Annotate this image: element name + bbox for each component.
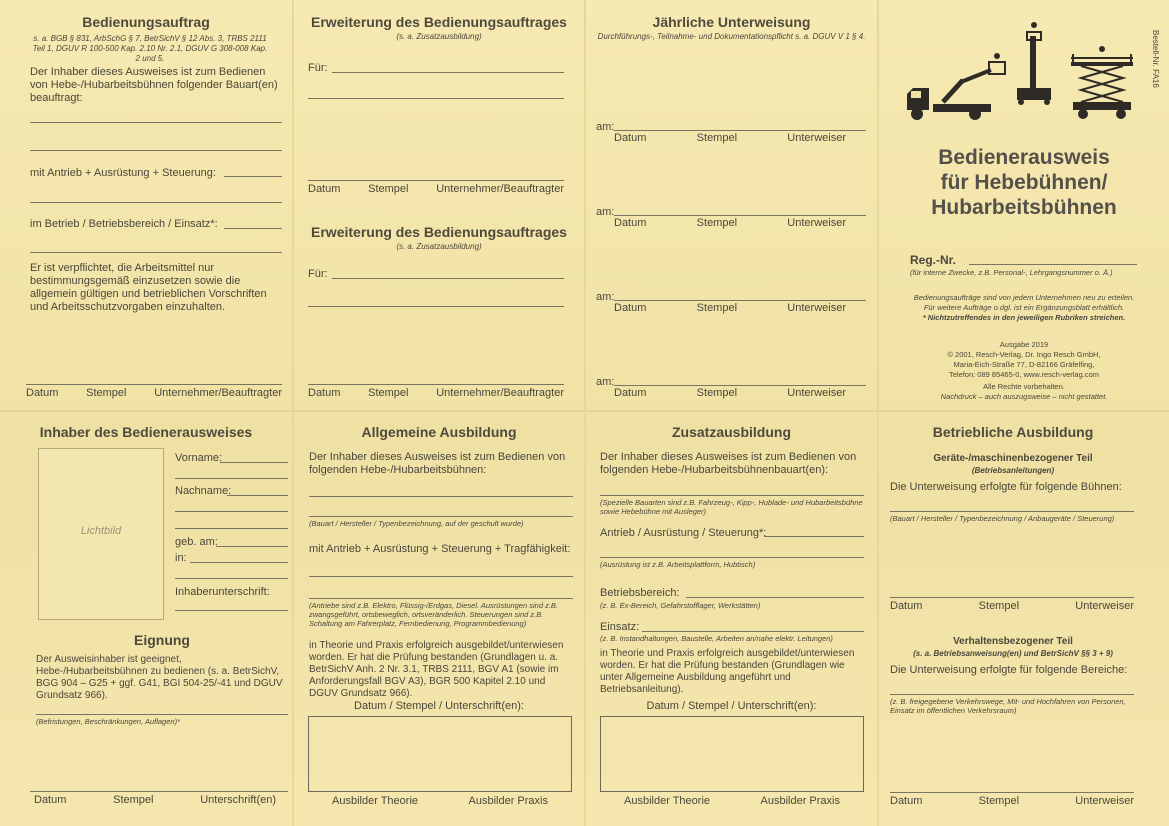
erweiterung-title-2: Erweiterung des Bedienungsauftrages xyxy=(311,224,567,240)
eignung-text: Der Ausweisinhaber ist geeignet, Hebe-/Hubarbeitsbühnen zu bedienen (s. a. BetrSichV, BGG 904 – G25 + ggf. G41, BGI 504-25/-41 und DGUV Grundsatz 966). xyxy=(36,654,283,701)
unterweisung-1-label: Die Unterweisung erfolgte für folgende Bühnen: xyxy=(890,481,1122,493)
vorname-label: Vorname: xyxy=(175,452,223,464)
ausbilder-theorie: Ausbilder Theorie xyxy=(332,795,419,807)
geraete-title: Geräte-/maschinenbezogener Teil xyxy=(933,453,1093,464)
nachname-line-2[interactable] xyxy=(175,511,288,512)
theorie-text: in Theorie und Praxis erfolgreich ausgebildet/unterwiesen worden. Er hat die Prüfung bestanden (Grundlagen u. a. BetrSichV Anh. 2 Nr. 3.1, TRBS 2111, BGV A1 (sowie im Anforderungsfall BGV A3), BGR 500 Kapitel 2.10 und DGUV Grundsatz 966). xyxy=(309,640,564,699)
sig-stempel: Stempel xyxy=(696,387,738,399)
ausruestung-note: (Ausrüstung ist z.B. Arbeitsplattform, Hubtisch) xyxy=(600,560,756,569)
sig-datum: Datum xyxy=(890,600,923,612)
erweiterung-title-1: Erweiterung des Bedienungsauftrages xyxy=(311,14,567,30)
am-line-4[interactable] xyxy=(614,385,866,386)
panel-zusatzausbildung xyxy=(586,412,877,826)
unterschrift-field[interactable] xyxy=(175,610,288,611)
sig-stempel: Stempel xyxy=(696,132,738,144)
cover-note-2: Für weitere Aufträge o.dgl. ist ein Ergänzungsblatt erhältlich. xyxy=(923,303,1125,312)
signature-box[interactable] xyxy=(600,716,864,792)
signature-line-1[interactable] xyxy=(308,180,564,181)
bauart-line-1[interactable] xyxy=(309,496,573,497)
vorname-line-2[interactable] xyxy=(175,478,288,479)
sig-unternehmer: Unternehmer/Beauftragter xyxy=(154,387,282,399)
allgemeine-title: Allgemeine Ausbildung xyxy=(361,424,517,440)
signature-line[interactable] xyxy=(26,384,282,385)
sig-unterweiser: Unterweiser xyxy=(787,132,846,144)
antrieb-line-2[interactable] xyxy=(30,202,282,203)
antrieb-line-2[interactable] xyxy=(309,598,573,599)
sig-datum: Datum xyxy=(308,183,341,195)
sig-unterweiser: Unterweiser xyxy=(787,302,846,314)
rights-line-2: Nachdruck – auch auszugsweise – nicht gestattet. xyxy=(940,392,1108,401)
bereich-label: Betriebsbereich: xyxy=(600,587,680,599)
photo-label: Lichtbild xyxy=(80,525,122,537)
panel-bedienungsauftrag xyxy=(0,0,292,410)
reg-note: (für interne Zwecke, z.B. Personal-, Lehrgangsnummer o. Ä.) xyxy=(910,268,1113,277)
sig-datum: Datum xyxy=(308,387,341,399)
inhaber-title: Inhaber des Bedienerausweises xyxy=(39,424,253,440)
zusatz-title: Zusatzausbildung xyxy=(672,424,791,440)
signature-line-2[interactable] xyxy=(308,384,564,385)
antrieb-label: Antrieb / Ausrüstung / Steuerung*: xyxy=(600,527,767,539)
panel-betriebliche-ausbildung xyxy=(879,412,1169,826)
reg-label: Reg.-Nr. xyxy=(910,253,957,267)
dsu-label: Datum / Stempel / Unterschrift(en): xyxy=(354,700,524,712)
betrieb-line[interactable] xyxy=(224,228,282,229)
bauart-line-1[interactable] xyxy=(30,122,282,123)
signature-box[interactable] xyxy=(308,716,572,792)
am-label-3: am: xyxy=(596,291,615,303)
panel-jaehrliche-unterweisung xyxy=(586,0,877,410)
verhalten-signature-line[interactable] xyxy=(890,792,1134,793)
panel-inhaber xyxy=(0,412,292,826)
signature-labels-2 xyxy=(308,387,564,399)
bereiche-line[interactable] xyxy=(890,694,1134,695)
sig-datum: Datum xyxy=(614,302,647,314)
antrieb-note: (Antriebe sind z.B. Elektro, Flüssig-/Erdgas, Diesel. Ausrüstungen sind z.B. zwangsgeführt, ortsbeweglich, ortsveränderlich. Steuerungen sind z.B. Schaltung am Fahrerplatz, Fernbedienung, Programmbedienung) xyxy=(309,601,558,628)
spez-line[interactable] xyxy=(600,495,864,496)
in-label: in: xyxy=(175,552,187,564)
panel-erweiterung xyxy=(294,0,584,410)
cover-note-1: Bedienungsaufträge sind von jedem Unternehmen neu zu erteilen. xyxy=(913,293,1135,302)
cover-title-line-1: Bedienerausweis xyxy=(938,146,1110,169)
befrist-line[interactable] xyxy=(36,714,288,715)
buehnen-line[interactable] xyxy=(890,511,1134,512)
antrieb-line-1[interactable] xyxy=(309,576,573,577)
eignung-signature-line[interactable] xyxy=(30,791,288,792)
in-field[interactable] xyxy=(190,562,288,563)
vorname-field[interactable] xyxy=(220,462,288,463)
dsu-label: Datum / Stempel / Unterschrift(en): xyxy=(646,700,817,712)
sig-stempel: Stempel xyxy=(86,387,127,399)
sig-stempel: Stempel xyxy=(368,183,409,195)
einsatz-field[interactable] xyxy=(642,631,864,632)
ausbilder-praxis: Ausbilder Praxis xyxy=(760,795,840,807)
bereich-field[interactable] xyxy=(686,597,864,598)
unterweisung-2-label: Die Unterweisung erfolgte für folgende Bereiche: xyxy=(890,664,1128,676)
unterweisung-labels-3 xyxy=(614,302,846,314)
sig-stempel: Stempel xyxy=(696,302,738,314)
nachname-line-3[interactable] xyxy=(175,528,288,529)
antrieb-label: mit Antrieb + Ausrüstung + Steuerung + Tragfähigkeit: xyxy=(309,543,571,555)
am-line-2[interactable] xyxy=(614,215,866,216)
truck-boom-lift-icon xyxy=(907,53,1005,120)
unterweisung-labels-1 xyxy=(614,132,846,144)
antrieb-line[interactable] xyxy=(224,176,282,177)
befrist-note: (Befristungen, Beschränkungen, Auflagen)* xyxy=(36,717,180,726)
cover-title xyxy=(879,145,1169,220)
edition: Ausgabe 2019 xyxy=(999,340,1049,349)
rights-line-1: Alle Rechte vorbehalten. xyxy=(983,382,1065,391)
am-line-1[interactable] xyxy=(614,130,866,131)
sig-stempel: Stempel xyxy=(978,795,1020,807)
erweiterung-sub-2: (s. a. Zusatzausbildung) xyxy=(396,242,482,251)
sig-unterweiser: Unterweiser xyxy=(1075,600,1134,612)
sig-stempel: Stempel xyxy=(368,387,409,399)
antrieb-field[interactable] xyxy=(764,536,864,537)
sig-stempel: Stempel xyxy=(113,794,154,806)
bauart-line-2[interactable] xyxy=(309,516,573,517)
unterweisung-sub: Durchführungs-, Teilnahme- und Dokumentationspflicht s. a. DGUV V 1 § 4. xyxy=(597,32,866,41)
ausbilder-praxis: Ausbilder Praxis xyxy=(468,795,548,807)
fuer-line-2b[interactable] xyxy=(308,306,564,307)
reg-line[interactable] xyxy=(969,264,1137,265)
am-line-3[interactable] xyxy=(614,300,866,301)
geraete-sub: (Betriebsanleitungen) xyxy=(971,466,1055,475)
sig-datum: Datum xyxy=(614,217,647,229)
sig-unterweiser: Unterweiser xyxy=(787,387,846,399)
sig-datum: Datum xyxy=(614,132,647,144)
am-label-2: am: xyxy=(596,206,615,218)
verhalten-title: Verhaltensbezogener Teil xyxy=(953,636,1073,647)
legal-references: s. a. BGB § 831, ArbSchG § 7, BetrSichV § 12 Abs. 3, TRBS 2111 Teil 1, DGUV R 100-500 Kap. 2.10 Nr. 2.1, DGUV G 308-008 Kap. 2 und 5. xyxy=(32,34,268,63)
sig-unterschrift: Unterschrift(en) xyxy=(200,794,276,806)
bauart-note: (Bauart / Hersteller / Typenbezeichnung, auf der geschult wurde) xyxy=(309,519,524,528)
unterweisung-labels-4 xyxy=(614,387,846,399)
sig-unternehmer: Unternehmer/Beauftragter xyxy=(436,387,564,399)
mast-lift-icon xyxy=(1017,22,1051,105)
pflicht-text: Er ist verpflichtet, die Arbeitsmittel nur bestimmungsgemäß einzusetzen sowie die allgemein gültigen und betrieblichen Vorschriften und Arbeitsschutzvorgaben einzuhalten. xyxy=(30,262,267,313)
eignung-signature-labels xyxy=(34,794,276,806)
betrieblich-title: Betriebliche Ausbildung xyxy=(932,424,1094,440)
ausbilder-theorie: Ausbilder Theorie xyxy=(624,795,711,807)
cover-title-line-3: Hubarbeitsbühnen xyxy=(931,196,1117,219)
betrieb-label: im Betrieb / Betriebsbereich / Einsatz*: xyxy=(30,218,218,230)
spez-note: (Spezielle Bauarten sind z.B. Fahrzeug-, Kipp-, Hublade- und Hubarbeitsbühne sowie Hebebühne mit Ausleger) xyxy=(600,498,863,516)
photo-box[interactable] xyxy=(38,448,164,620)
sig-datum: Datum xyxy=(614,387,647,399)
sig-datum: Datum xyxy=(26,387,59,399)
fuer-label-2: Für: xyxy=(308,268,328,280)
zusatz-intro: Der Inhaber dieses Ausweises ist zum Bedienen von folgenden Hebe-/Hubarbeitsbühnenbauart(en): xyxy=(600,451,857,476)
eignung-title: Eignung xyxy=(134,632,190,648)
intro-text: Der Inhaber dieses Ausweises ist zum Bedienen von Hebe-/Hubarbeitsbühnen folgender Bauart(en) beauftragt: xyxy=(30,66,278,104)
fuer-line-1[interactable] xyxy=(332,72,564,73)
panel-cover xyxy=(879,0,1169,410)
antrieb-line-2[interactable] xyxy=(600,557,864,558)
geraete-signature-line[interactable] xyxy=(890,597,1134,598)
publisher-block xyxy=(889,340,1159,402)
cover-note-3: * Nichtzutreffendes in den jeweiligen Rubriken streichen. xyxy=(922,313,1126,322)
ausbilder-labels xyxy=(332,795,548,807)
signature-labels-1 xyxy=(308,183,564,195)
cover-title-line-2: für Hebebühnen/ xyxy=(940,171,1108,194)
panel-title: Bedienungsauftrag xyxy=(82,14,210,30)
fuer-line-1b[interactable] xyxy=(308,98,564,99)
publisher-line-2: Maria-Eich-Straße 77, D-82166 Gräfelfing, xyxy=(953,360,1095,369)
order-number: Bestell-Nr. FA16 xyxy=(1151,30,1160,88)
unterschrift-label: Inhaberunterschrift: xyxy=(175,586,270,598)
am-label-4: am: xyxy=(596,376,615,388)
publisher-line-1: © 2001, Resch-Verlag, Dr. Ingo Resch GmbH, xyxy=(947,350,1101,359)
unterweisung-title: Jährliche Unterweisung xyxy=(652,14,811,30)
bauart-line-2[interactable] xyxy=(30,150,282,151)
erweiterung-sub-1: (s. a. Zusatzausbildung) xyxy=(396,32,482,41)
geb-field[interactable] xyxy=(216,546,288,547)
einsatz-note: (z. B. Instandhaltungen, Baustelle, Arbeiten an/nahe elektr. Leitungen) xyxy=(600,634,833,643)
einsatz-label: Einsatz: xyxy=(600,621,640,633)
sig-stempel: Stempel xyxy=(978,600,1020,612)
bereich-note: (z. B. Ex-Bereich, Gefahrstofflager, Werkstätten) xyxy=(600,601,761,610)
panel-allgemeine-ausbildung xyxy=(294,412,584,826)
geb-label: geb. am: xyxy=(175,536,218,548)
sig-unterweiser: Unterweiser xyxy=(1075,795,1134,807)
am-label-1: am: xyxy=(596,121,615,133)
antrieb-label: mit Antrieb + Ausrüstung + Steuerung: xyxy=(30,167,216,179)
verhalten-sub: (s. a. Betriebsanweisung(en) und BetrSichV §§ 3 + 9) xyxy=(913,649,1113,658)
nachname-field[interactable] xyxy=(227,495,288,496)
sig-datum: Datum xyxy=(34,794,67,806)
allgemeine-intro: Der Inhaber dieses Ausweises ist zum Bedienen von folgenden Hebe-/Hubarbeitsbühnen: xyxy=(309,451,566,476)
fuer-line-2[interactable] xyxy=(332,278,564,279)
ausbilder-labels xyxy=(624,795,840,807)
in-line-2[interactable] xyxy=(175,578,288,579)
unterweisung-labels-2 xyxy=(614,217,846,229)
signature-labels xyxy=(26,387,282,399)
verhalten-signature-labels xyxy=(890,795,1134,807)
scissor-lift-icon xyxy=(1071,46,1133,119)
theorie-text: in Theorie und Praxis erfolgreich ausgebildet/unterwiesen worden. Er hat die Prüfung bestanden (Grundlagen wie unter Allgemeine Ausbildung angeführt und Betriebsanleitung). xyxy=(600,648,855,695)
fuer-label-1: Für: xyxy=(308,62,328,74)
sig-unternehmer: Unternehmer/Beauftragter xyxy=(436,183,564,195)
publisher-line-3: Telefon: 089 85465-0, www.resch-verlag.com xyxy=(948,370,1100,379)
bereiche-note: (z. B. freigegebene Verkehrswege, Mit- und Hochfahren von Personen, Einsatz im öffentlichen Verkehrsraum) xyxy=(890,697,1126,715)
betrieb-line-2[interactable] xyxy=(30,252,282,253)
sig-datum: Datum xyxy=(890,795,923,807)
buehnen-note: (Bauart / Hersteller / Typenbezeichnung / Anbaugeräte / Steuerung) xyxy=(890,514,1115,523)
nachname-label: Nachname: xyxy=(175,485,232,497)
sig-unterweiser: Unterweiser xyxy=(787,217,846,229)
lift-illustrations xyxy=(903,18,1139,126)
sig-stempel: Stempel xyxy=(696,217,738,229)
geraete-signature-labels xyxy=(890,600,1134,612)
